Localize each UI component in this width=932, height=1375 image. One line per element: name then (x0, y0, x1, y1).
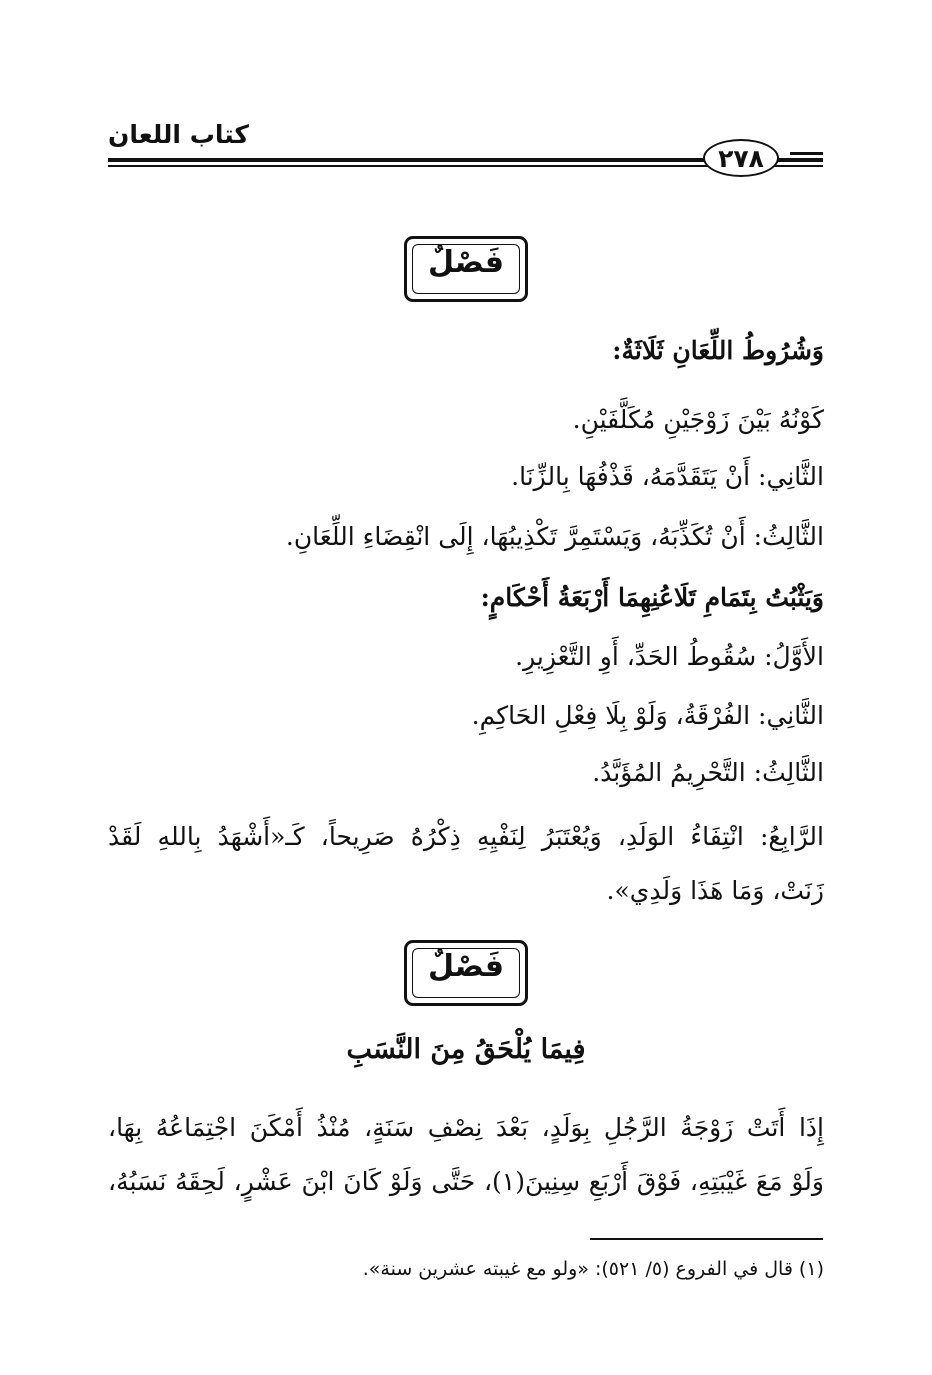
text-line: الثَّانِي: أَنْ يَتَقَدَّمَهُ، قَذْفُهَا بِالزِّنَا. (511, 462, 824, 491)
section-frame-2 (404, 940, 528, 1006)
conditions-heading: وَشُرُوطُ اللِّعَانِ ثَلَاثَةٌ: (612, 336, 824, 365)
section-frame-1 (404, 236, 528, 302)
page-number: ٢٧٨ (703, 139, 779, 177)
text-line: الأَوَّلُ: سُقُوطُ الحَدِّ، أَوِ التَّعْزِيرِ. (515, 642, 824, 671)
section-heading: فِيمَا يُلْحَقُ مِنَ النَّسَبِ (346, 1034, 586, 1065)
section-frame-label: فَصْلٌ (428, 949, 504, 984)
text-line: الثَّانِي: الفُرْقَةُ، وَلَوْ بِلَا فِعْلِ الحَاكِمِ. (471, 701, 824, 730)
text-line: الثَّالِثُ: التَّحْرِيمُ المُؤَبَّدُ. (592, 758, 824, 787)
text-line: وَلَوْ مَعَ غَيْبَتِهِ، فَوْقَ أَرْبَعِ سِنِينَ(١)، حَتَّى وَلَوْ كَانَ ابْنَ عَشْرٍ، لَحِقَهُ نَسَبُهُ، (108, 1167, 824, 1196)
text-line: كَوْنُهُ بَيْنَ زَوْجَيْنِ مُكَلَّفَيْنِ. (572, 405, 824, 434)
footnote-rule (590, 1238, 823, 1240)
section-frame-label: فَصْلٌ (428, 245, 504, 280)
book-title: كتاب اللعان (108, 120, 249, 149)
footnote: (١) قال في الفروع (٥/ ٥٢١): «ولو مع غيبته عشرين سنة». (362, 1258, 824, 1280)
text-line: إِذَا أَتَتْ زَوْجَةُ الرَّجُلِ بِوَلَدٍ، بَعْدَ نِصْفِ سَنَةٍ، مُنْذُ أَمْكَنَ اجْتِمَاعُهُ بِهَا، (108, 1113, 824, 1142)
text-line: زَنَتْ، وَمَا هَذَا وَلَدِي». (606, 876, 824, 905)
text-line: الرَّابِعُ: انْتِفَاءُ الوَلَدِ، وَيُعْتَبَرُ لِنَفْيِهِ ذِكْرُهُ صَرِيحاً، كَـ«أَشْهَدُ بِاللهِ لَقَدْ (108, 822, 824, 851)
rulings-heading: وَيَثْبُتُ بِتَمَامِ تَلَاعُنِهِمَا أَرْبَعَةُ أَحْكَامٍ: (480, 583, 824, 612)
text-line: الثَّالِثُ: أَنْ تُكَذِّبَهُ، وَيَسْتَمِرَّ تَكْذِيبُهَا، إِلَى انْقِضَاءِ اللِّعَانِ. (285, 522, 824, 551)
header-ornament (790, 152, 823, 166)
